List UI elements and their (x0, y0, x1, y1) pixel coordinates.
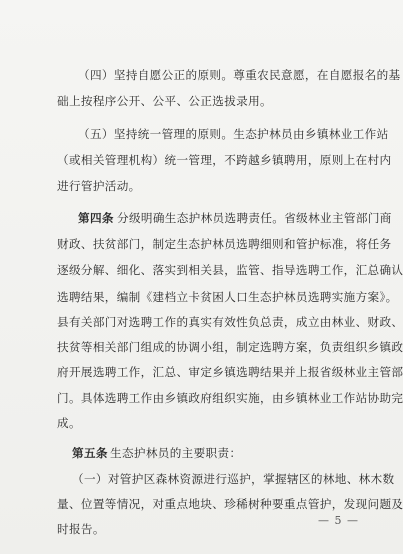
article-4-line: 扶贫等相关部门组成的协调小组，制定选聘方案，负责组织乡镇政 (57, 340, 403, 354)
duty-1-line: （一）对管护区森林资源进行巡护，掌握辖区的林地、林木数 (72, 472, 395, 486)
para-principle-5-line: （五）坚持统一管理的原则。生态护林员由乡镇林业工作站 (78, 127, 389, 141)
duty-1-line: 时报告。 (57, 522, 105, 536)
article-4-line: 逐级分解、细化、落实到相关县，监管、指导选聘工作，汇总确认 (57, 263, 403, 277)
para-principle-5-line: （或相关管理机构）统一管理，不跨越乡镇聘用，原则上在村内 (57, 153, 392, 167)
para-principle-4-line: 础上按程序公开、公平、公正选拔录用。 (57, 94, 272, 108)
article-4-line: 选聘结果，编制《建档立卡贫困人口生态护林员选聘实施方案》。 (57, 290, 398, 304)
article-5-heading: 第五条 (72, 446, 108, 460)
article-4-line: 府开展选聘工作，汇总、审定乡镇选聘结果并上报省级林业主管部 (57, 365, 403, 379)
article-4-line: 门。具体选聘工作由乡镇政府组织实施，由乡镇林业工作站协助完 (57, 391, 403, 405)
page-number: — 5 — (318, 514, 359, 527)
para-principle-4-line: （四）坚持自愿公正的原则。尊重农民意愿，在自愿报名的基 (78, 68, 401, 82)
article-5-line: 生态护林员的主要职责： (110, 446, 242, 460)
article-4-line: 分级明确生态护林员选聘责任。省级林业主管部门商 (117, 211, 392, 225)
article-4-line: 成。 (57, 416, 81, 430)
article-4-line: 县有关部门对选聘工作的真实有效性负总责，成立由林业、财政、 (57, 315, 403, 329)
para-principle-5-line: 进行管护活动。 (57, 179, 141, 193)
duty-1-line: 量、位置等情况，对重点地块、珍稀树种要重点管护，发现问题及 (57, 497, 403, 511)
article-4-line: 财政、扶贫部门，制定生态护林员选聘细则和管护标准，将任务 (57, 237, 392, 251)
article-4-heading: 第四条 (78, 211, 114, 225)
